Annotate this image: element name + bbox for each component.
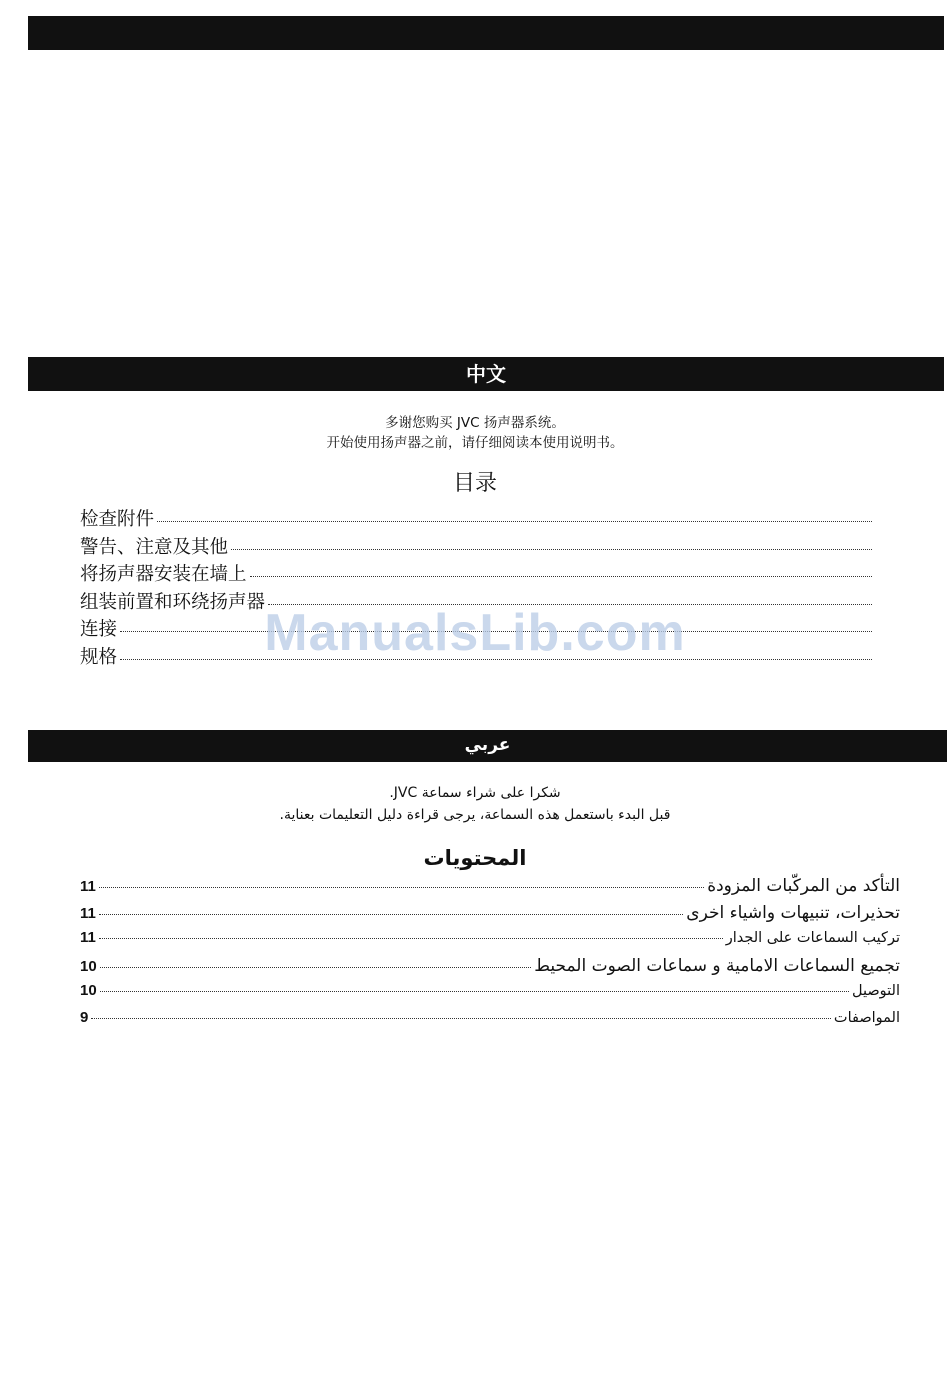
watermark: ManualsLib.com bbox=[264, 604, 686, 662]
toc-entry-label: 组装前置和环绕扬声器 bbox=[80, 591, 266, 613]
dot-leader bbox=[99, 914, 683, 915]
toc-entry-page: 11 bbox=[80, 904, 96, 922]
chinese-intro-line-2: 开始使用扬声器之前，请仔细阅读本使用说明书。 bbox=[326, 435, 624, 451]
dot-leader bbox=[91, 1018, 831, 1019]
toc-entry-page: 9 bbox=[80, 1008, 89, 1026]
toc-entry-label: التأكد من المركّبات المزودة bbox=[707, 876, 900, 896]
toc-entry[interactable] bbox=[80, 560, 875, 588]
toc-entry-page: 10 bbox=[80, 957, 97, 975]
toc-entry-label: تجميع السماعات الامامية و سماعات الصوت المحيط bbox=[534, 955, 900, 976]
toc-entry-label: 连接 bbox=[80, 619, 118, 640]
dot-leader bbox=[100, 991, 849, 992]
toc-entry-label: 规格 bbox=[80, 646, 118, 668]
dot-leader bbox=[231, 549, 872, 550]
toc-entry-label: تحذيرات، تنبيهات واشياء اخرى bbox=[686, 902, 900, 923]
top-black-bar bbox=[28, 16, 944, 50]
toc-entry-label: 警告、注意及其他 bbox=[80, 536, 229, 558]
arabic-section-banner: عربي bbox=[28, 730, 947, 762]
chinese-intro bbox=[0, 413, 950, 453]
toc-entry[interactable] bbox=[80, 1009, 900, 1036]
dot-leader bbox=[250, 576, 872, 577]
toc-entry[interactable] bbox=[80, 876, 900, 903]
toc-entry-label: التوصيل bbox=[852, 983, 900, 999]
dot-leader bbox=[99, 887, 704, 888]
toc-entry[interactable] bbox=[80, 982, 900, 1009]
toc-entry[interactable] bbox=[80, 505, 875, 533]
arabic-intro-line-2: قبل البدء باستعمل هذه السماعة، يرجى قراءة دليل التعليمات بعناية. bbox=[279, 807, 671, 823]
dot-leader bbox=[99, 938, 723, 939]
toc-entry-page: 10 bbox=[80, 982, 97, 999]
toc-entry-label: المواصفات bbox=[833, 1009, 900, 1026]
chinese-section-banner: 中文 bbox=[28, 357, 944, 391]
toc-entry[interactable] bbox=[80, 956, 900, 983]
toc-entry[interactable] bbox=[80, 929, 900, 956]
toc-entry-label: 将扬声器安装在墙上 bbox=[80, 564, 247, 585]
dot-leader bbox=[100, 967, 532, 968]
dot-leader bbox=[157, 521, 872, 522]
chinese-contents-title: 目录 bbox=[452, 471, 497, 496]
toc-entry[interactable] bbox=[80, 533, 875, 561]
toc-entry-page: 11 bbox=[80, 929, 96, 946]
arabic-table-of-contents bbox=[80, 876, 900, 1035]
toc-entry-label: تركيب السماعات على الجدار bbox=[725, 930, 900, 946]
toc-entry-page: 11 bbox=[80, 878, 96, 895]
chinese-intro-line-1: 多谢您购买 JVC 扬声器系统。 bbox=[385, 415, 565, 431]
arabic-intro-line-1: شكرا على شراء سماعة JVC. bbox=[389, 785, 561, 801]
toc-entry[interactable] bbox=[80, 903, 900, 930]
toc-entry-label: 检查附件 bbox=[80, 509, 155, 530]
arabic-intro bbox=[0, 782, 950, 826]
arabic-contents-title: المحتويات bbox=[423, 846, 527, 870]
